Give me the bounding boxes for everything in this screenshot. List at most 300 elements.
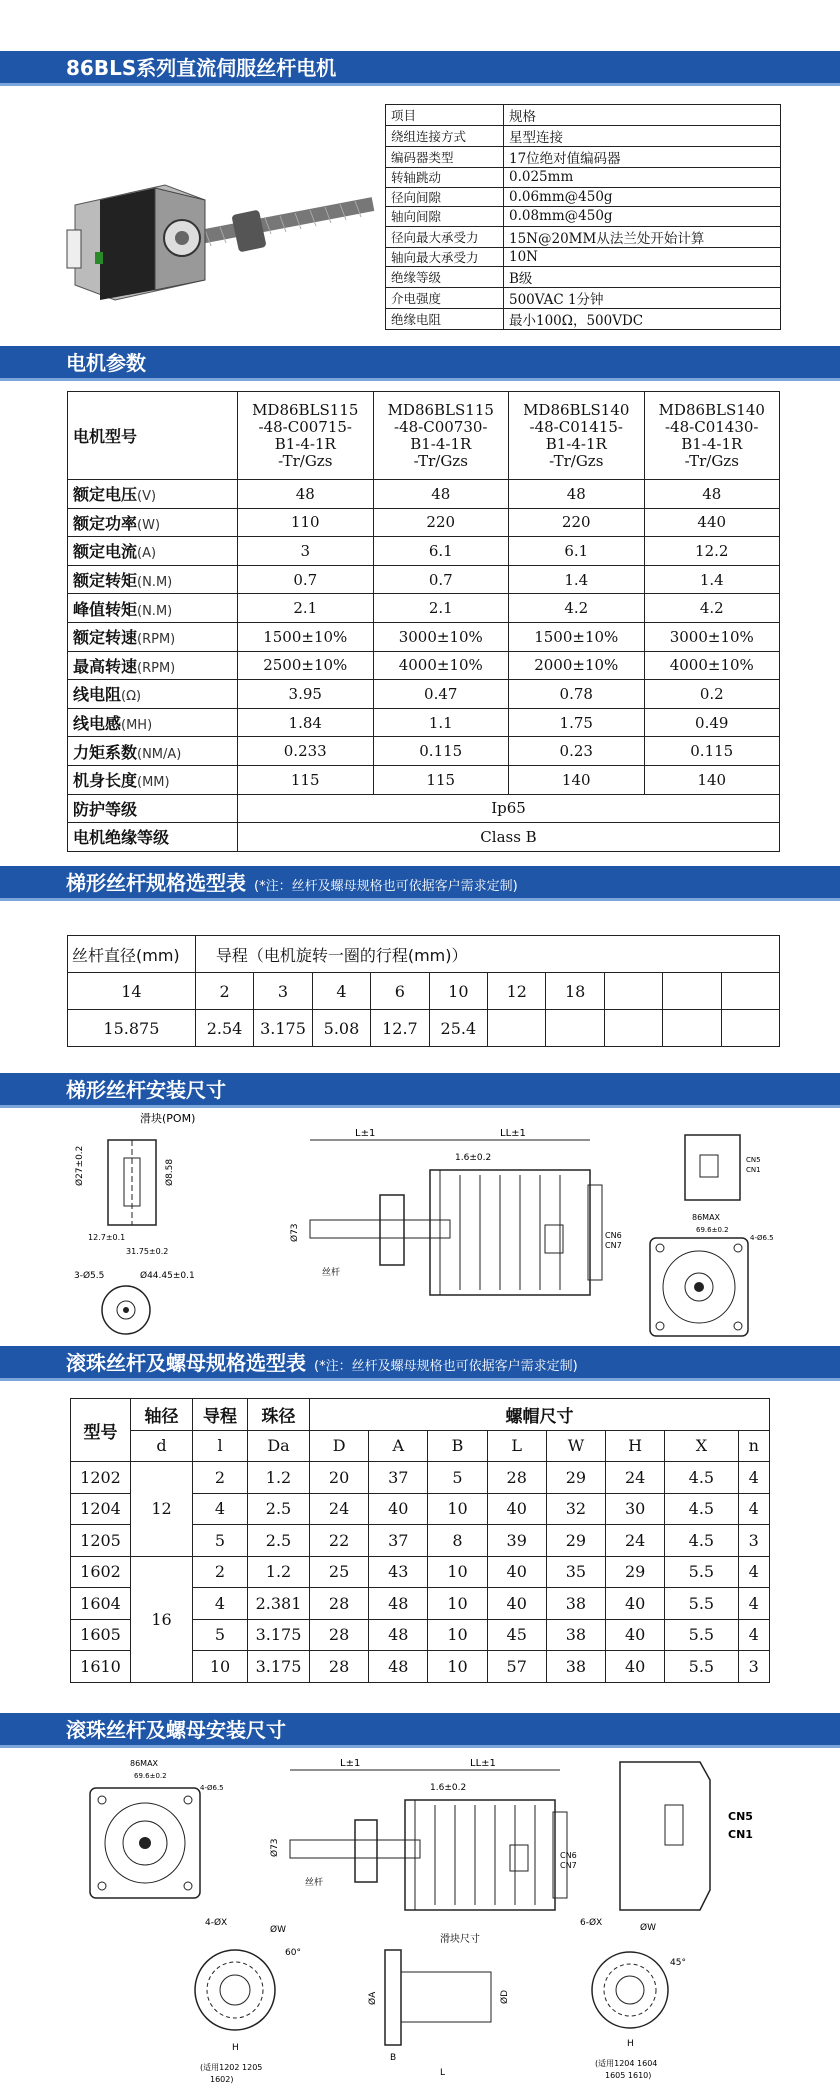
spec-row bbox=[386, 309, 781, 330]
motor-param-value: 1.84 bbox=[238, 708, 374, 737]
ball-model: 1204 bbox=[71, 1493, 131, 1525]
ball-value: 28 bbox=[310, 1651, 369, 1683]
motor-param-value: 140 bbox=[644, 765, 780, 794]
motor-param-label bbox=[68, 708, 238, 737]
motor-model-line: B1-4-1R bbox=[410, 434, 472, 453]
motor-param-unit: (RPM) bbox=[137, 660, 176, 676]
motor-merged-row bbox=[68, 794, 780, 823]
motor-param-value: 48 bbox=[373, 480, 509, 509]
ball-value: 38 bbox=[546, 1619, 605, 1651]
spec-row bbox=[386, 168, 781, 188]
lead-value: 12 bbox=[488, 973, 546, 1010]
lead-screw-table bbox=[67, 935, 780, 1047]
dim-ll2: L bbox=[440, 2068, 446, 2078]
ball-value: 10 bbox=[193, 1651, 248, 1683]
ball-model: 1205 bbox=[71, 1525, 131, 1557]
lead-value: 5.08 bbox=[312, 1010, 370, 1047]
ball-h-axis2: d bbox=[131, 1430, 193, 1462]
dim-sq69: 69.6±0.2 bbox=[696, 1226, 729, 1234]
lead-value bbox=[488, 1010, 546, 1047]
dim-cn5-b: CN5 bbox=[728, 1810, 753, 1823]
motor-param-value: 0.7 bbox=[238, 565, 374, 594]
dim-note2b: 1605 1610) bbox=[605, 2071, 652, 2080]
motor-param-name: 额定转矩 bbox=[73, 571, 138, 591]
motor-param-label bbox=[68, 651, 238, 680]
motor-param-value: 0.115 bbox=[644, 737, 780, 766]
ball-value: 10 bbox=[428, 1493, 487, 1525]
dim-cn1-b: CN1 bbox=[728, 1828, 753, 1841]
motor-param-value: 2500±10% bbox=[238, 651, 374, 680]
motor-param-row bbox=[68, 537, 780, 566]
ball-value: 4.5 bbox=[665, 1493, 738, 1525]
motor-param-value: 2000±10% bbox=[509, 651, 645, 680]
ball-value: 24 bbox=[310, 1493, 369, 1525]
dim-p: 1.6±0.2 bbox=[455, 1153, 492, 1163]
motor-param-value: 4000±10% bbox=[373, 651, 509, 680]
ball-value: 4 bbox=[193, 1493, 248, 1525]
ball-header-row2 bbox=[71, 1430, 770, 1462]
ball-row bbox=[71, 1556, 770, 1588]
ball-value: 2.5 bbox=[248, 1525, 310, 1557]
ball-model: 1610 bbox=[71, 1651, 131, 1683]
motor-merged-value: Class B bbox=[238, 823, 780, 852]
dim-h2: H bbox=[627, 2039, 634, 2049]
ball-value: 10 bbox=[428, 1556, 487, 1588]
lead-value bbox=[721, 1010, 779, 1047]
motor-param-value: 0.49 bbox=[644, 708, 780, 737]
lead-value: 2 bbox=[195, 973, 253, 1010]
ball-axis: 12 bbox=[131, 1462, 193, 1557]
ball-model: 1604 bbox=[71, 1588, 131, 1620]
spec-row bbox=[386, 267, 781, 288]
lead-value bbox=[604, 1010, 662, 1047]
dim-max86-b: 86MAX bbox=[130, 1759, 159, 1768]
spec-key: 绕组连接方式 bbox=[386, 126, 504, 147]
motor-param-row bbox=[68, 651, 780, 680]
spec-row bbox=[386, 147, 781, 168]
lead-value: 25.4 bbox=[429, 1010, 487, 1047]
motor-param-label bbox=[68, 508, 238, 537]
dim-hole: 4-Ø6.5 bbox=[750, 1234, 774, 1242]
motor-param-value: 0.78 bbox=[509, 680, 645, 709]
ball-value: 32 bbox=[546, 1493, 605, 1525]
motor-param-label bbox=[68, 680, 238, 709]
lead-dia: 14 bbox=[68, 973, 196, 1010]
spec-value: 10N bbox=[504, 247, 781, 267]
ball-value: 1.2 bbox=[248, 1556, 310, 1588]
spec-key: 绝缘电阻 bbox=[386, 309, 504, 330]
ball-h-nutcol: W bbox=[546, 1430, 605, 1462]
motor-param-value: 2.1 bbox=[373, 594, 509, 623]
motor-param-value: 1500±10% bbox=[509, 622, 645, 651]
lead-lead-label: 导程（电机旋转一圈的行程(mm)） bbox=[195, 936, 779, 973]
ball-value: 48 bbox=[369, 1588, 428, 1620]
spec-value: 0.06mm@450g bbox=[504, 187, 781, 207]
spec-key: 转轴跳动 bbox=[386, 168, 504, 188]
spec-value: 星型连接 bbox=[504, 126, 781, 147]
spec-key: 项目 bbox=[386, 105, 504, 126]
motor-param-value: 4.2 bbox=[644, 594, 780, 623]
ball-value: 5.5 bbox=[665, 1588, 738, 1620]
motor-model-line: -48-C00715- bbox=[258, 417, 352, 436]
dim-d1: Ø27±0.2 bbox=[75, 1145, 85, 1186]
dim-l: L±1 bbox=[355, 1128, 376, 1139]
ball-value: 48 bbox=[369, 1651, 428, 1683]
dim-dia73: Ø73 bbox=[290, 1223, 300, 1242]
motor-param-value: 440 bbox=[644, 508, 780, 537]
motor-param-value: 220 bbox=[373, 508, 509, 537]
motor-model-line: MD86BLS140 bbox=[658, 400, 765, 419]
trapezoidal-dimension-drawing bbox=[60, 1110, 790, 1345]
dim-screw-b: 丝杆 bbox=[305, 1878, 324, 1888]
dim-note2: (适用1204 1604 bbox=[595, 2059, 658, 2068]
dim-d5: 3-Ø5.5 bbox=[74, 1271, 105, 1281]
ball-h-nutcol: n bbox=[738, 1430, 769, 1462]
motor-model-line: B1-4-1R bbox=[681, 434, 743, 453]
ball-value: 5.5 bbox=[665, 1556, 738, 1588]
motor-model-line: -Tr/Gzs bbox=[549, 451, 604, 470]
spec-row bbox=[386, 126, 781, 147]
spec-row bbox=[386, 226, 781, 247]
motor-param-value: 115 bbox=[238, 765, 374, 794]
lead-value bbox=[546, 1010, 604, 1047]
dim-cn7: CN7 bbox=[605, 1241, 622, 1250]
motor-model-line: -Tr/Gzs bbox=[413, 451, 468, 470]
motor-param-value: 0.23 bbox=[509, 737, 645, 766]
dim-screw: 丝杆 bbox=[322, 1268, 341, 1278]
motor-model-line: -Tr/Gzs bbox=[684, 451, 739, 470]
ball-value: 8 bbox=[428, 1525, 487, 1557]
motor-model-line: MD86BLS140 bbox=[523, 400, 630, 419]
ball-axis: 16 bbox=[131, 1556, 193, 1682]
dim-phix6: 6-ØX bbox=[580, 1918, 603, 1928]
ball-value: 2.381 bbox=[248, 1588, 310, 1620]
motor-param-unit: (MM) bbox=[137, 775, 170, 791]
spec-table bbox=[385, 104, 781, 330]
ball-value: 5 bbox=[193, 1525, 248, 1557]
dim-sq69-b: 69.6±0.2 bbox=[134, 1772, 167, 1780]
ball-value: 10 bbox=[428, 1588, 487, 1620]
spec-value: 15N@20MM从法兰处开始计算 bbox=[504, 226, 781, 247]
motor-param-name: 机身长度 bbox=[73, 771, 138, 791]
motor-param-value: 0.115 bbox=[373, 737, 509, 766]
spec-key: 轴向最大承受力 bbox=[386, 247, 504, 267]
motor-param-row bbox=[68, 622, 780, 651]
ball-value: 22 bbox=[310, 1525, 369, 1557]
dim-cn7-b: CN7 bbox=[560, 1861, 577, 1870]
motor-param-label bbox=[68, 480, 238, 509]
motor-param-row bbox=[68, 737, 780, 766]
spec-row bbox=[386, 207, 781, 227]
ball-value: 37 bbox=[369, 1462, 428, 1494]
spec-row bbox=[386, 288, 781, 309]
motor-param-unit: (NM/A) bbox=[137, 746, 182, 762]
motor-param-label bbox=[68, 737, 238, 766]
ball-value: 1.2 bbox=[248, 1462, 310, 1494]
motor-model-line: B1-4-1R bbox=[274, 434, 336, 453]
motor-param-unit: (RPM) bbox=[137, 632, 176, 648]
spec-key: 轴向间隙 bbox=[386, 207, 504, 227]
ball-value: 48 bbox=[369, 1619, 428, 1651]
motor-model-cell bbox=[509, 392, 645, 480]
motor-param-value: 0.2 bbox=[644, 680, 780, 709]
ball-model: 1202 bbox=[71, 1462, 131, 1494]
dim-cn1: CN1 bbox=[746, 1166, 761, 1174]
ball-value: 5 bbox=[193, 1619, 248, 1651]
dim-d4: 31.75±0.2 bbox=[126, 1247, 169, 1256]
motor-param-value: 4000±10% bbox=[644, 651, 780, 680]
spec-key: 介电强度 bbox=[386, 288, 504, 309]
ball-row bbox=[71, 1462, 770, 1494]
motor-param-label bbox=[68, 765, 238, 794]
ball-value: 4 bbox=[738, 1462, 769, 1494]
ball-value: 4 bbox=[738, 1556, 769, 1588]
spec-key: 径向间隙 bbox=[386, 187, 504, 207]
lead-value: 4 bbox=[312, 973, 370, 1010]
motor-param-unit: (Ω) bbox=[121, 689, 142, 705]
motor-param-name: 额定电压 bbox=[73, 485, 138, 505]
lead-value bbox=[663, 973, 721, 1010]
motor-param-value: 48 bbox=[238, 480, 374, 509]
ball-h-nutcol: A bbox=[369, 1430, 428, 1462]
dim-p-b: 1.6±0.2 bbox=[430, 1783, 467, 1793]
dim-l-b: L±1 bbox=[340, 1758, 361, 1769]
motor-param-label bbox=[68, 565, 238, 594]
section-title-motor-params: 电机参数 bbox=[0, 346, 840, 381]
ball-value: 25 bbox=[310, 1556, 369, 1588]
motor-model-row bbox=[68, 392, 780, 480]
section-title-trapezoidal-spec: 梯形丝杆规格选型表 (*注：丝杆及螺母规格也可依据客户需求定制) bbox=[0, 866, 840, 901]
ball-value: 10 bbox=[428, 1619, 487, 1651]
motor-param-value: 3000±10% bbox=[373, 622, 509, 651]
ball-value: 40 bbox=[487, 1556, 546, 1588]
ball-value: 40 bbox=[606, 1619, 665, 1651]
ball-value: 5.5 bbox=[665, 1619, 738, 1651]
lead-value: 6 bbox=[371, 973, 429, 1010]
lead-value: 12.7 bbox=[371, 1010, 429, 1047]
ball-value: 4 bbox=[193, 1588, 248, 1620]
ball-value: 24 bbox=[606, 1525, 665, 1557]
motor-model-line: MD86BLS115 bbox=[252, 400, 359, 419]
dim-b: B bbox=[390, 2053, 397, 2063]
motor-param-value: 4.2 bbox=[509, 594, 645, 623]
motor-param-value: 2.1 bbox=[238, 594, 374, 623]
ball-value: 2 bbox=[193, 1462, 248, 1494]
motor-param-value: 1.1 bbox=[373, 708, 509, 737]
ball-value: 3 bbox=[738, 1651, 769, 1683]
dim-slider-pom: 滑块(POM) bbox=[140, 1112, 196, 1125]
spec-key: 绝缘等级 bbox=[386, 267, 504, 288]
lead-header-row bbox=[68, 936, 780, 973]
motor-product-image bbox=[55, 160, 375, 310]
spec-key: 径向最大承受力 bbox=[386, 226, 504, 247]
spec-value: 0.08mm@450g bbox=[504, 207, 781, 227]
spec-value: 17位绝对值编码器 bbox=[504, 147, 781, 168]
ball-h-bead: 珠径 bbox=[248, 1399, 310, 1431]
ball-value: 4 bbox=[738, 1493, 769, 1525]
ball-value: 5 bbox=[428, 1462, 487, 1494]
motor-params-table bbox=[67, 391, 780, 852]
motor-param-unit: (A) bbox=[137, 546, 157, 562]
motor-param-unit: (N.M) bbox=[137, 603, 173, 619]
motor-model-line: MD86BLS115 bbox=[387, 400, 494, 419]
motor-param-unit: (W) bbox=[137, 517, 161, 533]
motor-param-value: 1.75 bbox=[509, 708, 645, 737]
spec-value: 500VAC 1分钟 bbox=[504, 288, 781, 309]
lead-value: 2.54 bbox=[195, 1010, 253, 1047]
motor-param-unit: (MH) bbox=[121, 718, 153, 734]
ball-value: 35 bbox=[546, 1556, 605, 1588]
motor-param-value: 3000±10% bbox=[644, 622, 780, 651]
motor-param-label bbox=[68, 594, 238, 623]
ball-value: 29 bbox=[546, 1525, 605, 1557]
lead-value: 3.175 bbox=[254, 1010, 312, 1047]
motor-param-name: 线电阻 bbox=[73, 685, 122, 705]
ball-h-bead2: Da bbox=[248, 1430, 310, 1462]
dim-phix4: 4-ØX bbox=[205, 1918, 228, 1928]
motor-param-value: 220 bbox=[509, 508, 645, 537]
motor-param-row bbox=[68, 594, 780, 623]
spec-value: B级 bbox=[504, 267, 781, 288]
lead-value bbox=[721, 973, 779, 1010]
dim-hole-b: 4-Ø6.5 bbox=[200, 1784, 224, 1792]
motor-param-value: 6.1 bbox=[509, 537, 645, 566]
ball-h-nutcol: X bbox=[665, 1430, 738, 1462]
spec-row bbox=[386, 247, 781, 267]
ball-h-nutcol: L bbox=[487, 1430, 546, 1462]
ball-model: 1602 bbox=[71, 1556, 131, 1588]
ballscrew-dimension-drawing bbox=[60, 1750, 790, 2095]
motor-param-value: 48 bbox=[509, 480, 645, 509]
motor-model-label: 电机型号 bbox=[68, 392, 238, 480]
ball-value: 2.5 bbox=[248, 1493, 310, 1525]
motor-param-row bbox=[68, 565, 780, 594]
motor-param-name: 力矩系数 bbox=[73, 742, 138, 762]
motor-param-name: 最高转速 bbox=[73, 656, 138, 676]
motor-param-row bbox=[68, 680, 780, 709]
motor-param-value: 48 bbox=[644, 480, 780, 509]
ball-value: 4 bbox=[738, 1588, 769, 1620]
ball-value: 57 bbox=[487, 1651, 546, 1683]
spec-value: 规格 bbox=[504, 105, 781, 126]
ball-value: 2 bbox=[193, 1556, 248, 1588]
ball-value: 30 bbox=[606, 1493, 665, 1525]
motor-param-name: 额定功率 bbox=[73, 513, 138, 533]
section-title-ballscrew-spec: 滚珠丝杆及螺母规格选型表 (*注：丝杆及螺母规格也可依据客户需求定制) bbox=[0, 1346, 840, 1381]
ball-header-row bbox=[71, 1399, 770, 1431]
dim-ll: LL±1 bbox=[500, 1128, 526, 1139]
spec-row bbox=[386, 187, 781, 207]
dim-d2: Ø8.58 bbox=[165, 1158, 175, 1186]
motor-param-row bbox=[68, 480, 780, 509]
ball-value: 40 bbox=[487, 1588, 546, 1620]
motor-param-value: 3.95 bbox=[238, 680, 374, 709]
ball-value: 45 bbox=[487, 1619, 546, 1651]
dim-phiw: ØW bbox=[270, 1925, 286, 1935]
lead-value bbox=[663, 1010, 721, 1047]
ball-value: 29 bbox=[546, 1462, 605, 1494]
motor-param-value: 1.4 bbox=[644, 565, 780, 594]
ball-value: 5.5 bbox=[665, 1651, 738, 1683]
motor-model-line: B1-4-1R bbox=[545, 434, 607, 453]
ball-value: 28 bbox=[310, 1619, 369, 1651]
dim-note1b: 1602) bbox=[210, 2075, 234, 2084]
dim-slider: 滑块尺寸 bbox=[440, 1934, 480, 1945]
ball-value: 24 bbox=[606, 1462, 665, 1494]
dim-phid: ØD bbox=[500, 1989, 510, 2004]
motor-param-row bbox=[68, 765, 780, 794]
lead-dia: 15.875 bbox=[68, 1010, 196, 1047]
motor-merged-row bbox=[68, 823, 780, 852]
dim-max86: 86MAX bbox=[692, 1213, 721, 1222]
motor-merged-value: Ip65 bbox=[238, 794, 780, 823]
motor-param-value: 140 bbox=[509, 765, 645, 794]
ball-value: 4 bbox=[738, 1619, 769, 1651]
ball-h-nut: 螺帽尺寸 bbox=[310, 1399, 770, 1431]
ball-value: 39 bbox=[487, 1525, 546, 1557]
spec-value: 最小100Ω，500VDC bbox=[504, 309, 781, 330]
motor-param-label bbox=[68, 622, 238, 651]
motor-merged-label: 防护等级 bbox=[68, 794, 238, 823]
dim-cn5: CN5 bbox=[746, 1156, 761, 1164]
ball-value: 40 bbox=[487, 1493, 546, 1525]
ball-value: 38 bbox=[546, 1651, 605, 1683]
ball-value: 40 bbox=[606, 1588, 665, 1620]
dim-cn6: CN6 bbox=[605, 1231, 622, 1240]
motor-model-line: -Tr/Gzs bbox=[278, 451, 333, 470]
section-title-trapezoidal-dim: 梯形丝杆安装尺寸 bbox=[0, 1073, 840, 1108]
dim-dia73-b: Ø73 bbox=[270, 1838, 280, 1857]
ball-h-axis: 轴径 bbox=[131, 1399, 193, 1431]
ball-value: 20 bbox=[310, 1462, 369, 1494]
ball-value: 28 bbox=[487, 1462, 546, 1494]
dim-a45: 45° bbox=[670, 1958, 686, 1968]
ball-value: 10 bbox=[428, 1651, 487, 1683]
motor-param-name: 额定转速 bbox=[73, 628, 138, 648]
dim-h1: H bbox=[232, 2043, 239, 2053]
ball-value: 37 bbox=[369, 1525, 428, 1557]
motor-param-value: 1.4 bbox=[509, 565, 645, 594]
lead-row bbox=[68, 1010, 780, 1047]
section-title-product: 86BLS系列直流伺服丝杆电机 bbox=[0, 51, 840, 86]
dim-ll-b: LL±1 bbox=[470, 1758, 496, 1769]
dim-note1: (适用1202 1205 bbox=[200, 2063, 263, 2072]
motor-param-value: 0.233 bbox=[238, 737, 374, 766]
ball-value: 3.175 bbox=[248, 1651, 310, 1683]
motor-param-name: 额定电流 bbox=[73, 542, 138, 562]
lead-value: 10 bbox=[429, 973, 487, 1010]
ball-value: 38 bbox=[546, 1588, 605, 1620]
dim-d6: Ø44.45±0.1 bbox=[140, 1271, 195, 1281]
motor-model-line: -48-C01415- bbox=[529, 417, 623, 436]
ballscrew-table bbox=[70, 1398, 770, 1683]
ball-h-nutcol: B bbox=[428, 1430, 487, 1462]
ball-value: 4.5 bbox=[665, 1462, 738, 1494]
motor-param-row bbox=[68, 508, 780, 537]
ball-value: 28 bbox=[310, 1588, 369, 1620]
dim-a60: 60° bbox=[285, 1948, 301, 1958]
motor-param-label bbox=[68, 537, 238, 566]
ball-value: 40 bbox=[606, 1651, 665, 1683]
motor-merged-label: 电机绝缘等级 bbox=[68, 823, 238, 852]
dim-d3: 12.7±0.1 bbox=[88, 1233, 126, 1242]
motor-param-value: 3 bbox=[238, 537, 374, 566]
ball-h-nutcol: H bbox=[606, 1430, 665, 1462]
lead-row bbox=[68, 973, 780, 1010]
ball-h-nutcol: D bbox=[310, 1430, 369, 1462]
dim-phia: ØA bbox=[368, 1991, 378, 2005]
lead-value: 18 bbox=[546, 973, 604, 1010]
